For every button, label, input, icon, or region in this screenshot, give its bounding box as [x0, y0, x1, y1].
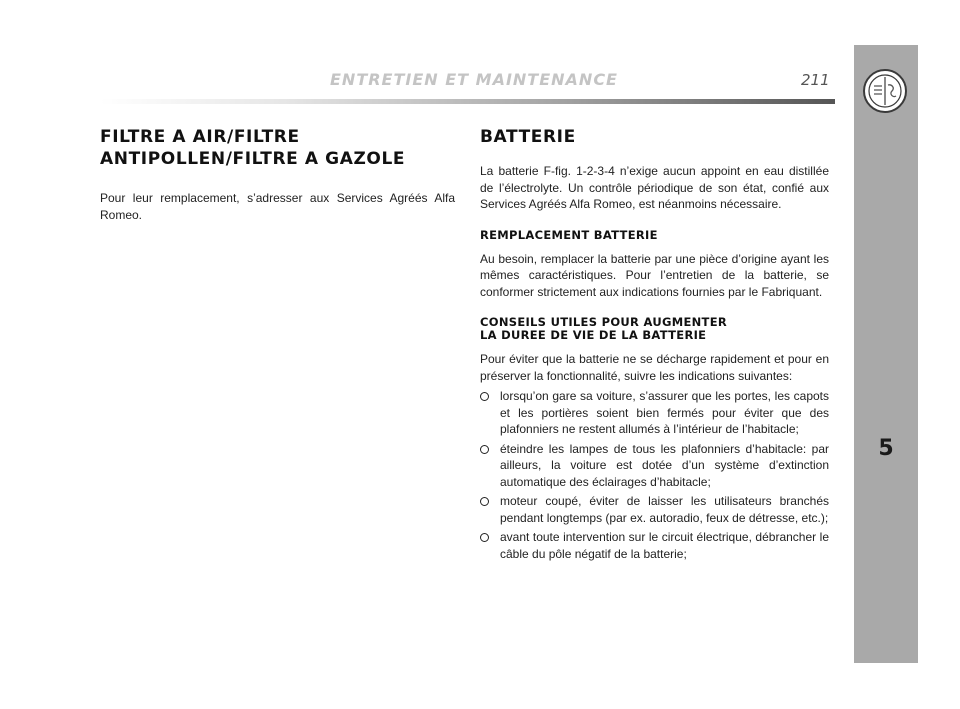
air-filter-heading-line2: ANTIPOLLEN/FILTRE A GAZOLE [100, 149, 406, 169]
chapter-number: 5 [878, 436, 894, 461]
circle-bullet-icon [480, 445, 489, 454]
alfa-romeo-logo-icon [863, 69, 907, 113]
page-number: 211 [801, 71, 830, 89]
list-item-text: lorsqu’on gare sa voiture, s’assurer que les portes, les capots et les portières soient bien fermés pour éviter que des plafonniers ne restent allumés à l’intérieur de l’habitacle; [500, 389, 829, 436]
circle-bullet-icon [480, 497, 489, 506]
air-filter-paragraph: Pour leur remplacement, s’adresser aux Services Agréés Alfa Romeo. [100, 191, 455, 222]
right-column [480, 126, 829, 565]
list-item [480, 388, 829, 438]
header-rule [100, 99, 835, 104]
battery-heading: BATTERIE [480, 127, 576, 147]
replacement-heading: REMPLACEMENT BATTERIE [480, 227, 658, 242]
air-filter-heading [100, 126, 455, 170]
list-item-text: éteindre les lampes de tous les plafonniers d’habitacle: par ailleurs, la voiture est dotée d’un système d’extinction automatique des éclairages d’habitacle; [500, 441, 829, 489]
chapter-side-tab [854, 45, 918, 663]
air-filter-heading-line1: FILTRE A AIR/FILTRE [100, 127, 300, 147]
left-column [100, 126, 455, 223]
circle-bullet-icon [480, 533, 489, 542]
battery-intro: La batterie F-fig. 1-2-3-4 n’exige aucun appoint en eau distillée de l’électrolyte. Un contrôle périodique de son état, confié aux Services Agréés Alfa Romeo, est néanmoins nécessaire. [480, 164, 829, 211]
tips-intro: Pour éviter que la batterie ne se décharge rapidement et pour en préserver la fonctionnalité, suivre les indications suivantes: [480, 352, 829, 383]
replacement-paragraph: Au besoin, remplacer la batterie par une pièce d’origine ayant les mêmes caractéristiques. Pour l’entretien de la batterie, se conformer strictement aux indications fournies par le Fabriquant. [480, 251, 829, 299]
list-item [480, 529, 829, 562]
list-item-text: avant toute intervention sur le circuit électrique, débrancher le câble du pôle négatif de la batterie; [500, 530, 829, 561]
circle-bullet-icon [480, 392, 489, 401]
list-item-text: moteur coupé, éviter de laisser les utilisateurs branchés pendant longtemps (par ex. autoradio, feux de détresse, etc.); [500, 494, 829, 525]
list-item [480, 441, 829, 491]
tips-heading-line2: LA DUREE DE VIE DE LA BATTERIE [480, 328, 707, 342]
list-item [480, 493, 829, 526]
running-header-title: ENTRETIEN ET MAINTENANCE [330, 70, 618, 89]
tips-heading [480, 316, 829, 342]
tips-list [480, 388, 829, 562]
tips-heading-line1: CONSEILS UTILES POUR AUGMENTER [480, 315, 728, 329]
